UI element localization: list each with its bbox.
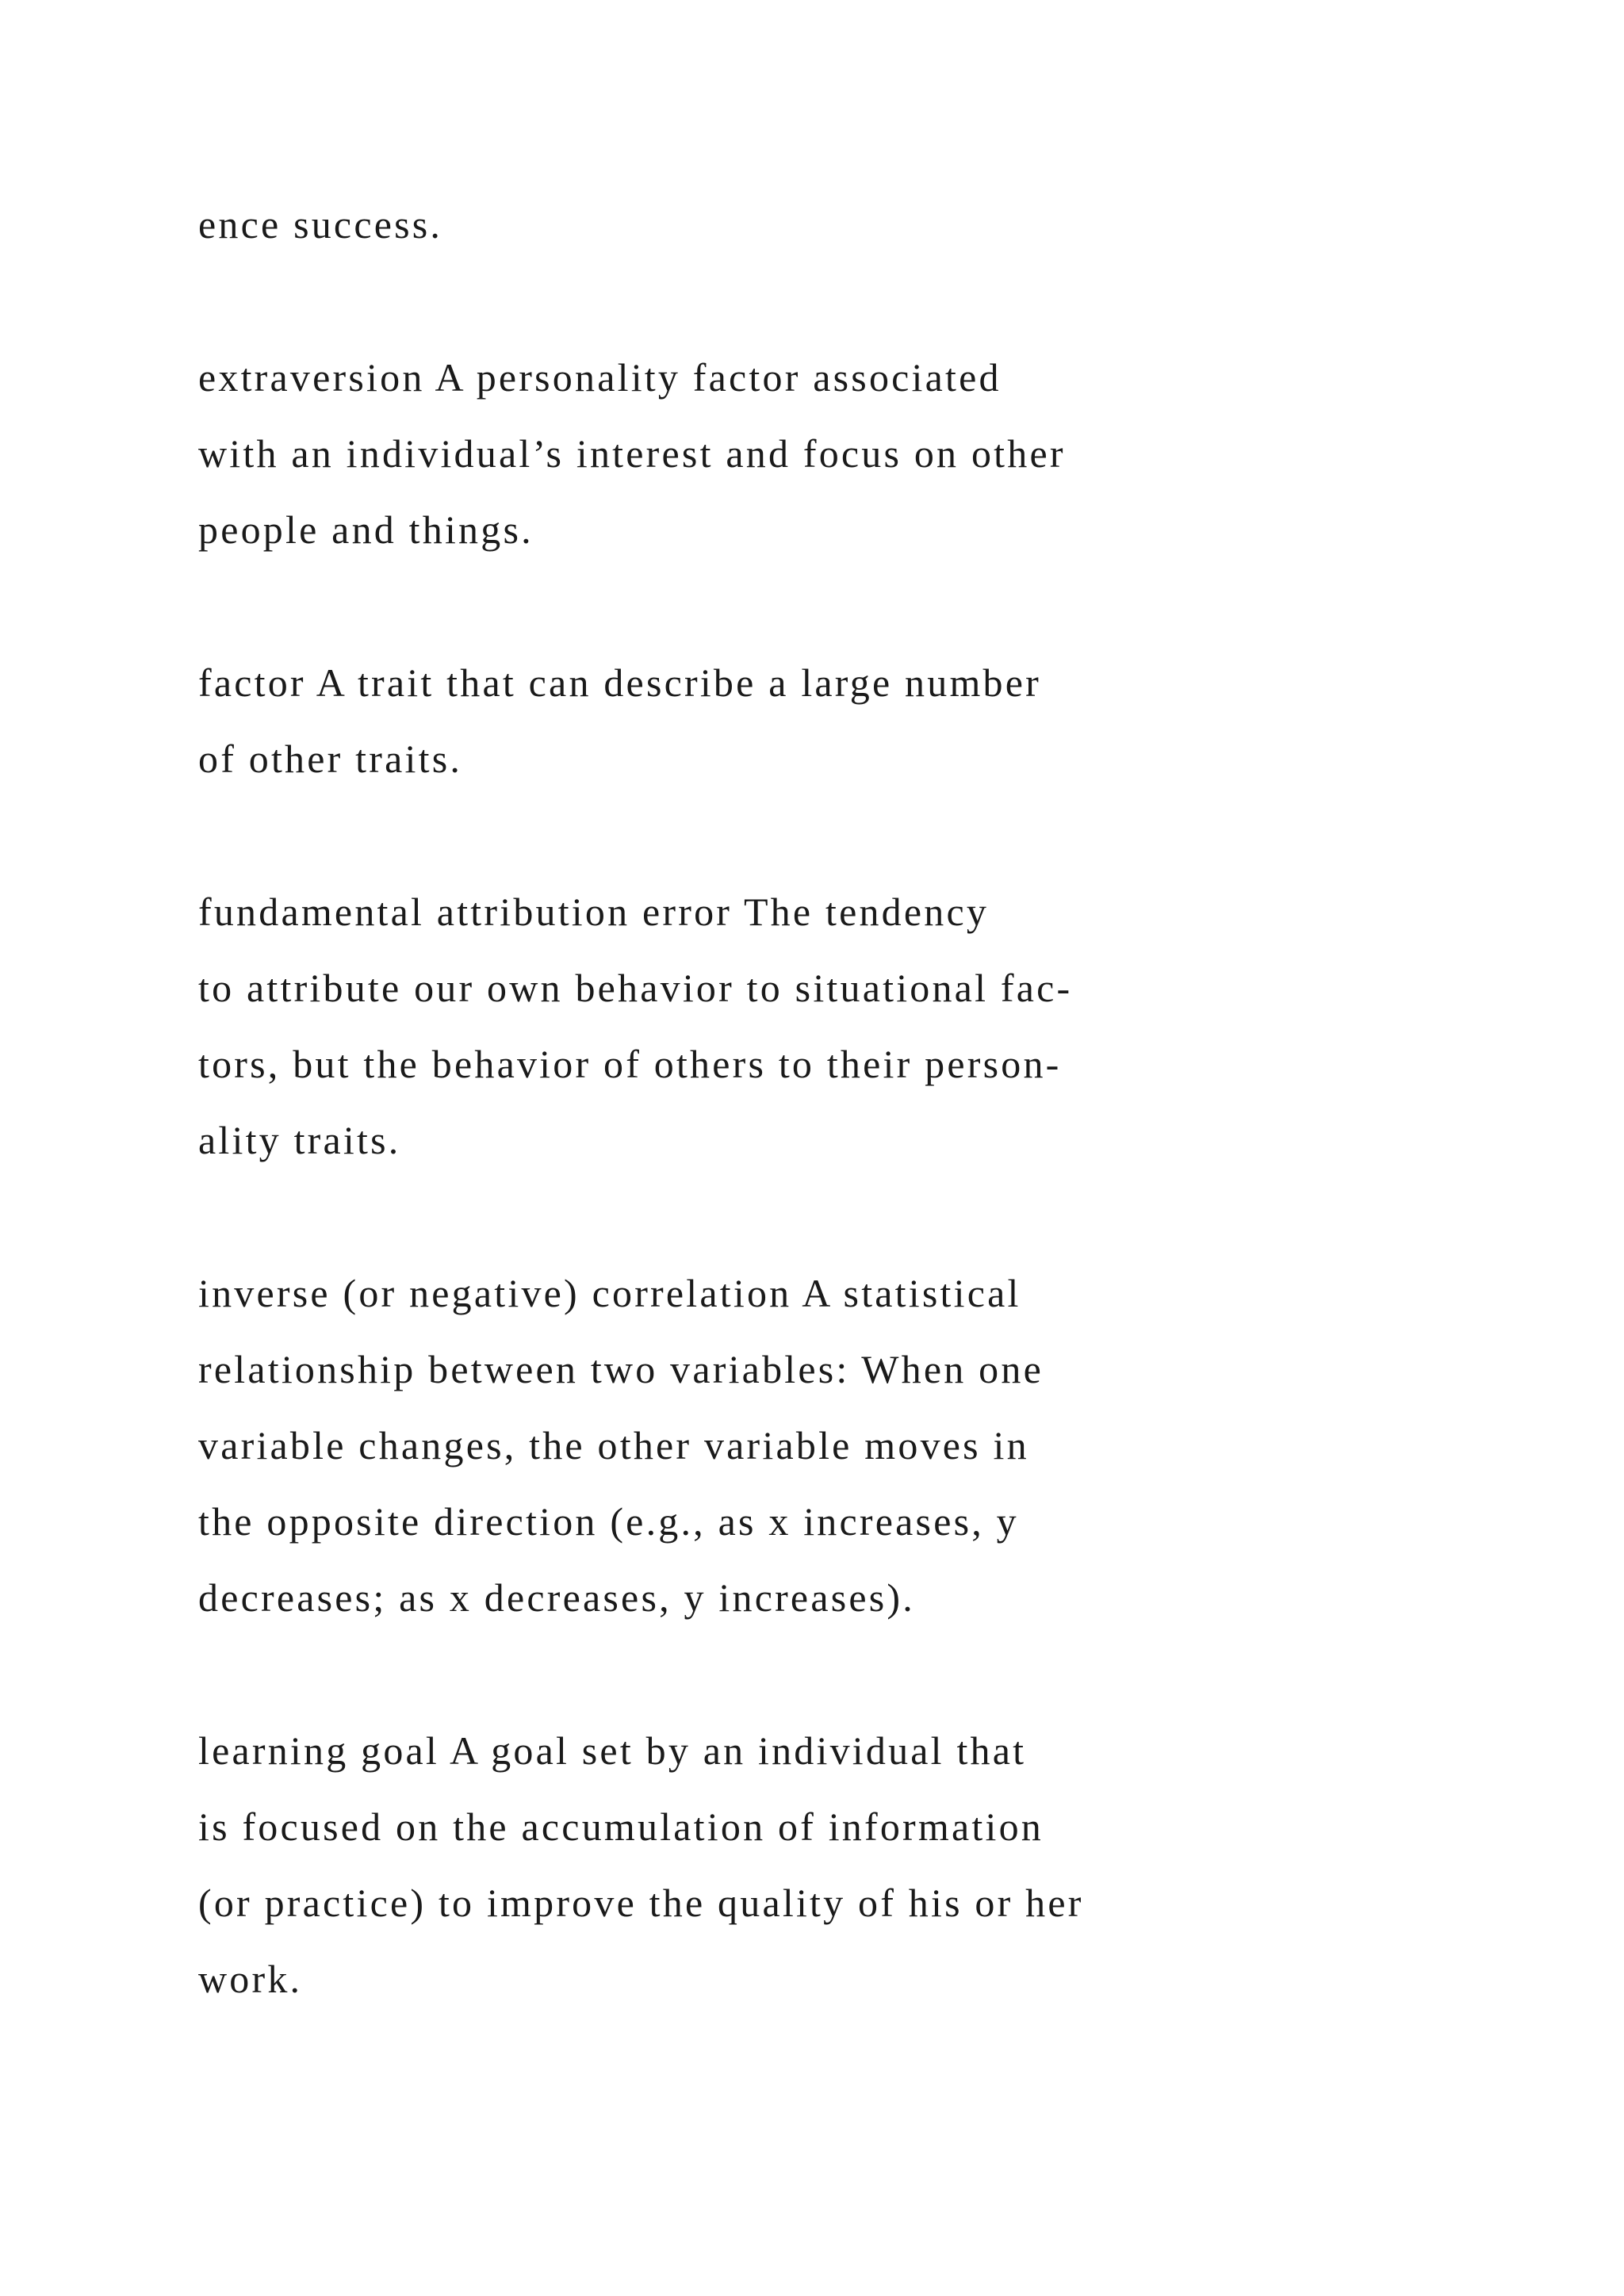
glossary-line: inverse (or negative) correlation A statistical (198, 1271, 1021, 1315)
glossary-line: fundamental attribution error The tendency (198, 890, 990, 934)
glossary-line: relationship between two variables: When one (198, 1347, 1044, 1391)
glossary-line: decreases; as x decreases, y increases). (198, 1575, 915, 1620)
glossary-line: ence success. (198, 202, 443, 247)
glossary-line: with an individual’s interest and focus on other (198, 431, 1066, 476)
glossary-line: the opposite direction (e.g., as x increases, y (198, 1499, 1019, 1544)
glossary-line: tors, but the behavior of others to their person- (198, 1042, 1062, 1086)
glossary-line: (or practice) to improve the quality of his or her (198, 1881, 1084, 1925)
glossary-line: people and things. (198, 507, 534, 552)
glossary-line: work. (198, 1957, 303, 2001)
glossary-line: learning goal A goal set by an individual that (198, 1728, 1027, 1773)
glossary-line: factor A trait that can describe a large number (198, 660, 1041, 705)
glossary-line: to attribute our own behavior to situational fac- (198, 966, 1073, 1010)
glossary-line: of other traits. (198, 737, 463, 781)
glossary-line: ality traits. (198, 1118, 401, 1162)
glossary-line: extraversion A personality factor associated (198, 355, 1002, 400)
glossary-line: variable changes, the other variable moves in (198, 1423, 1029, 1468)
glossary-line: is focused on the accumulation of information (198, 1804, 1044, 1849)
